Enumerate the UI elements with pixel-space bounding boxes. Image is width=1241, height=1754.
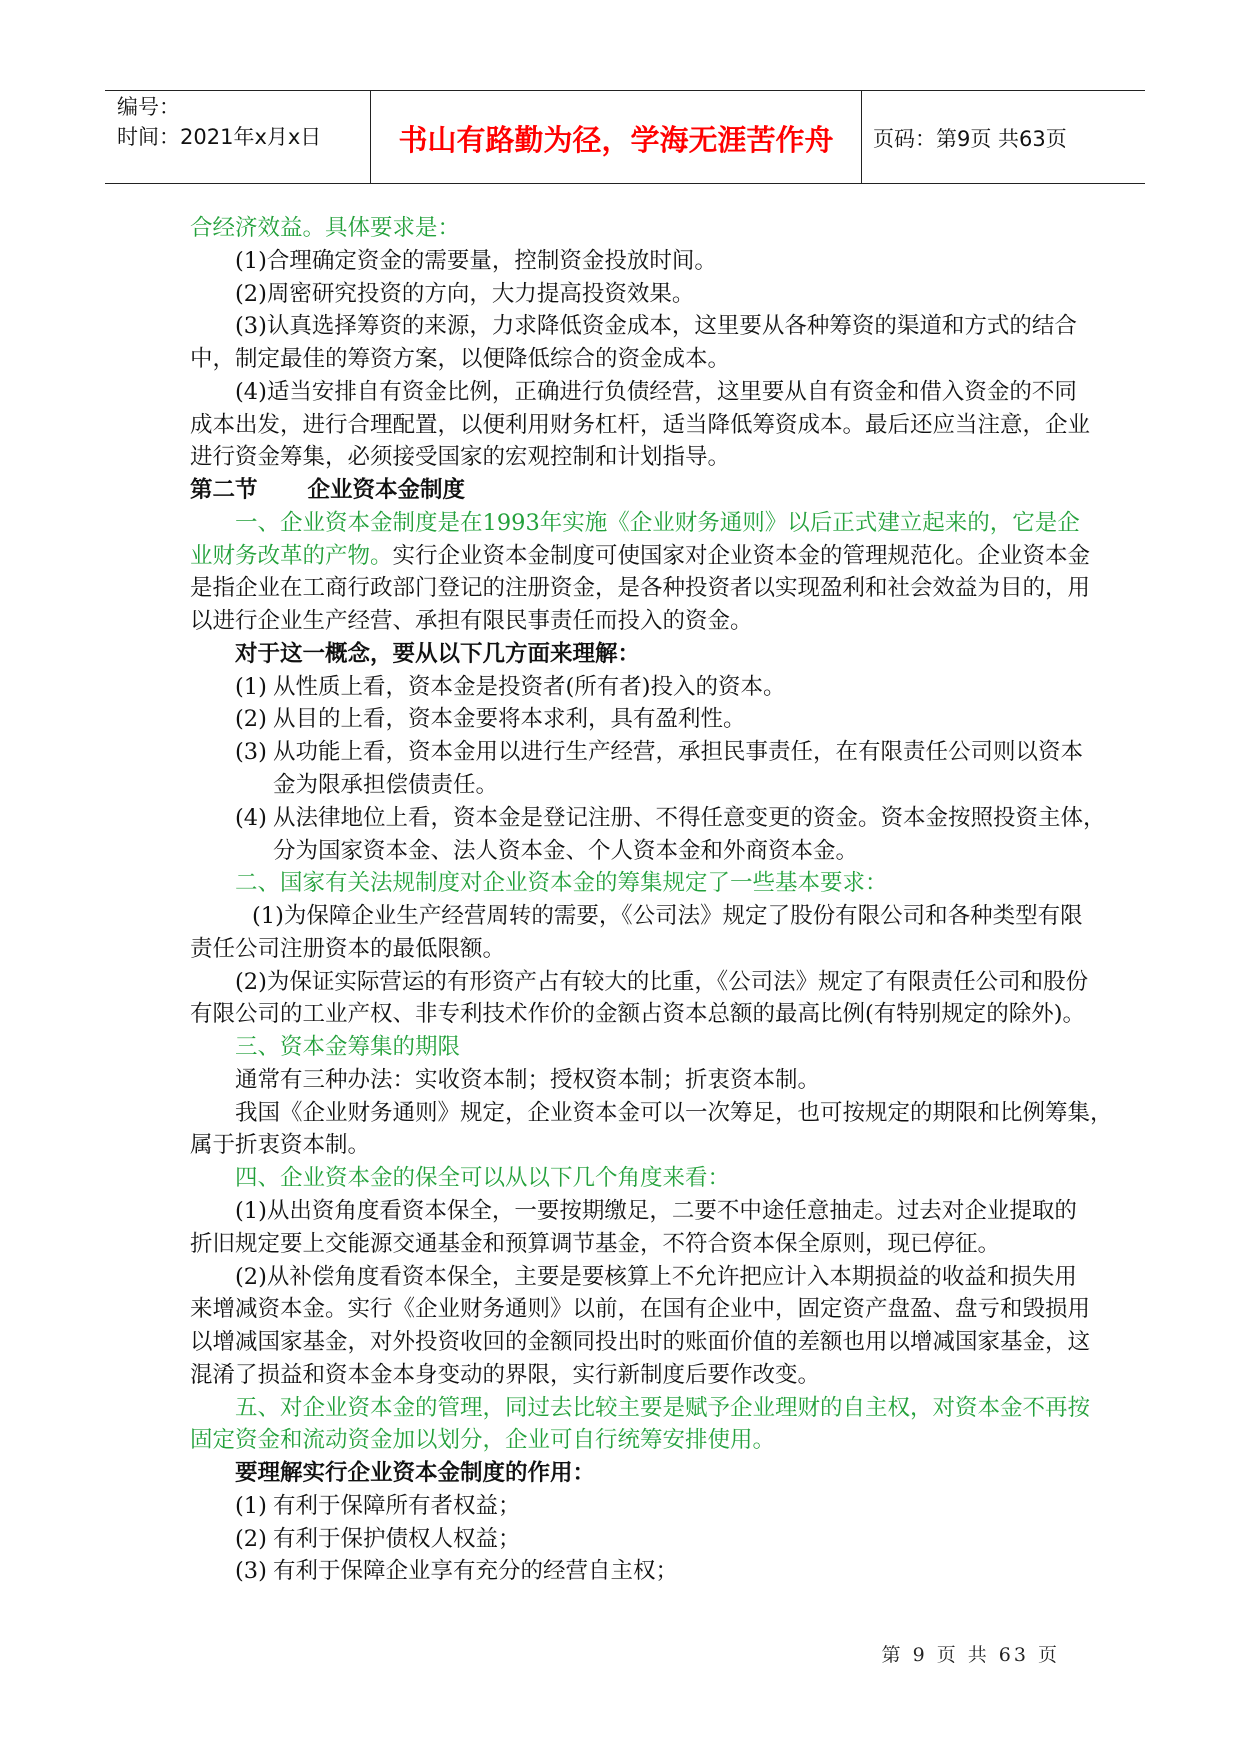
subheading: 对于这一概念，要从以下几方面来理解： <box>235 640 641 667</box>
subheading: 要理解实行企业资本金制度的作用： <box>235 1460 596 1487</box>
text-line: 我国《企业财务通则》规定，企业资本金可以一次筹足，也可按规定的期限和比例筹集， <box>235 1099 1113 1126</box>
list-number: (1) <box>235 673 267 700</box>
header-divider <box>861 90 862 183</box>
text-line: 以进行企业生产经营、承担有限民事责任而投入的资金。 <box>190 608 753 635</box>
text-line: (1)为保障企业生产经营周转的需要，《公司法》规定了股份有限公司和各种类型有限 <box>252 903 1083 930</box>
header-meta <box>117 92 321 152</box>
text-line: (1)从出资角度看资本保全，一要按期缴足，二要不中途任意抽走。过去对企业提取的 <box>235 1197 1077 1224</box>
header-top-rule <box>105 90 1145 91</box>
text-line: 以增减国家基金，对外投资收回的金额同投出时的账面价值的差额也用以增减国家基金，这 <box>190 1329 1091 1356</box>
header-page-label: 页码：第9页 共63页 <box>873 127 1067 151</box>
text-line: (1)合理确定资金的需要量，控制资金投放时间。 <box>235 247 717 274</box>
text-line: 四、企业资本金的保全可以从以下几个角度来看： <box>235 1165 731 1192</box>
list-item <box>190 1555 1060 1588</box>
list-item <box>190 703 1060 736</box>
text-line: (2)从补偿角度看资本保全，主要是要核算上不允许把应计入本期损益的收益和损失用 <box>235 1263 1077 1290</box>
text-line: 固定资金和流动资金加以划分，企业可自行统筹安排使用。 <box>190 1427 776 1454</box>
list-text: 从目的上看，资本金要将本求利，具有盈利性。 <box>273 706 746 733</box>
document-body <box>190 212 1113 1588</box>
header-bottom-rule <box>105 183 1145 184</box>
list-number: (3) <box>235 739 267 766</box>
list-text: 有利于保护债权人权益； <box>273 1525 521 1552</box>
text-line: (4)适当安排自有资金比例，正确进行负债经营，这里要从自有资金和借入资金的不同 <box>235 378 1077 405</box>
text-line: 合经济效益。具体要求是： <box>190 215 461 241</box>
text-line: 混淆了损益和资本金本身变动的界限，实行新制度后要作改变。 <box>190 1361 821 1388</box>
list-text: 从性质上看，资本金是投资者(所有者)投入的资本。 <box>273 673 786 700</box>
doc-number-label: 编号： <box>117 95 180 119</box>
text-line: 属于折衷资本制。 <box>190 1132 371 1159</box>
highlight-text: 业财务改革的产物。 <box>190 542 393 569</box>
text-line: 责任公司注册资本的最低限额。 <box>190 935 506 962</box>
list-number: (4) <box>235 804 267 831</box>
list-number: (2) <box>235 1525 267 1552</box>
text-line: 通常有三种办法：实收资本制；授权资本制；折衷资本制。 <box>235 1066 821 1093</box>
text-line: (2)为保证实际营运的有形资产占有较大的比重，《公司法》规定了有限责任公司和股份 <box>235 968 1089 995</box>
text-line: 五、对企业资本金的管理，同过去比较主要是赋予企业理财的自主权，对资本金不再按 <box>235 1394 1091 1421</box>
section-heading <box>190 474 1060 507</box>
list-item <box>190 671 1060 704</box>
list-text: 从功能上看，资本金用以进行生产经营，承担民事责任，在有限责任公司则以资本 <box>273 739 1084 766</box>
list-number: (2) <box>235 706 267 733</box>
text-line: 折旧规定要上交能源交通基金和预算调节基金，不符合资本保全原则，现已停征。 <box>190 1230 1001 1257</box>
text-line: (3)认真选择筹资的来源，力求降低资金成本，这里要从各种筹资的渠道和方式的结合 <box>235 313 1077 340</box>
text-line: 中，制定最佳的筹资方案，以便降低综合的资金成本。 <box>190 346 731 373</box>
list-item <box>190 1523 1060 1556</box>
text-line <box>190 540 1091 573</box>
text-line: 一、企业资本金制度是在1993年实施《企业财务通则》以后正式建立起来的，它是企 <box>235 509 1080 536</box>
text-line: 二、国家有关法规制度对企业资本金的筹集规定了一些基本要求： <box>235 870 888 897</box>
list-item <box>190 736 1084 769</box>
text-line: 有限公司的工业产权、非专利技术作价的金额占资本总额的最高比例(有特别规定的除外)。 <box>190 1001 1086 1028</box>
list-item-continued: 分为国家资本金、法人资本金、个人资本金和外商资本金。 <box>273 837 859 864</box>
list-number: (1) <box>235 1492 267 1519</box>
text-line: 进行资金筹集，必须接受国家的宏观控制和计划指导。 <box>190 444 731 471</box>
section-title: 企业资本金制度 <box>307 477 466 504</box>
plain-text: 实行企业资本金制度可使国家对企业资本金的管理规范化。企业资本金 <box>392 542 1091 569</box>
text-line: 成本出发，进行合理配置，以便利用财务杠杆，适当降低筹资成本。最后还应当注意，企业 <box>190 411 1091 438</box>
list-number: (3) <box>235 1558 267 1585</box>
list-item <box>190 802 1106 835</box>
list-text: 有利于保障所有者权益； <box>273 1492 521 1519</box>
text-line: (2)周密研究投资的方向，大力提高投资效果。 <box>235 280 695 307</box>
section-number: 第二节 <box>190 477 258 504</box>
list-text: 有利于保障企业享有充分的经营自主权； <box>273 1558 679 1585</box>
list-item <box>190 1490 1060 1523</box>
text-line: 三、资本金筹集的期限 <box>235 1034 461 1061</box>
text-line: 是指企业在工商行政部门登记的注册资金，是各种投资者以实现盈利和社会效益为目的，用 <box>190 575 1091 602</box>
header-motto: 书山有路勤为径，学海无涯苦作舟 <box>398 123 834 157</box>
page-footer: 第 9 页 共 63 页 <box>881 1644 1060 1666</box>
doc-time-label: 时间：2021年x月x日 <box>117 125 322 149</box>
text-line: 来增减资本金。实行《企业财务通则》以前，在国有企业中，固定资产盘盈、盘亏和毁损用 <box>190 1296 1091 1323</box>
header-divider <box>370 90 371 183</box>
list-item-continued: 金为限承担偿债责任。 <box>273 772 499 799</box>
list-text: 从法律地位上看，资本金是登记注册、不得任意变更的资金。资本金按照投资主体， <box>273 804 1106 831</box>
